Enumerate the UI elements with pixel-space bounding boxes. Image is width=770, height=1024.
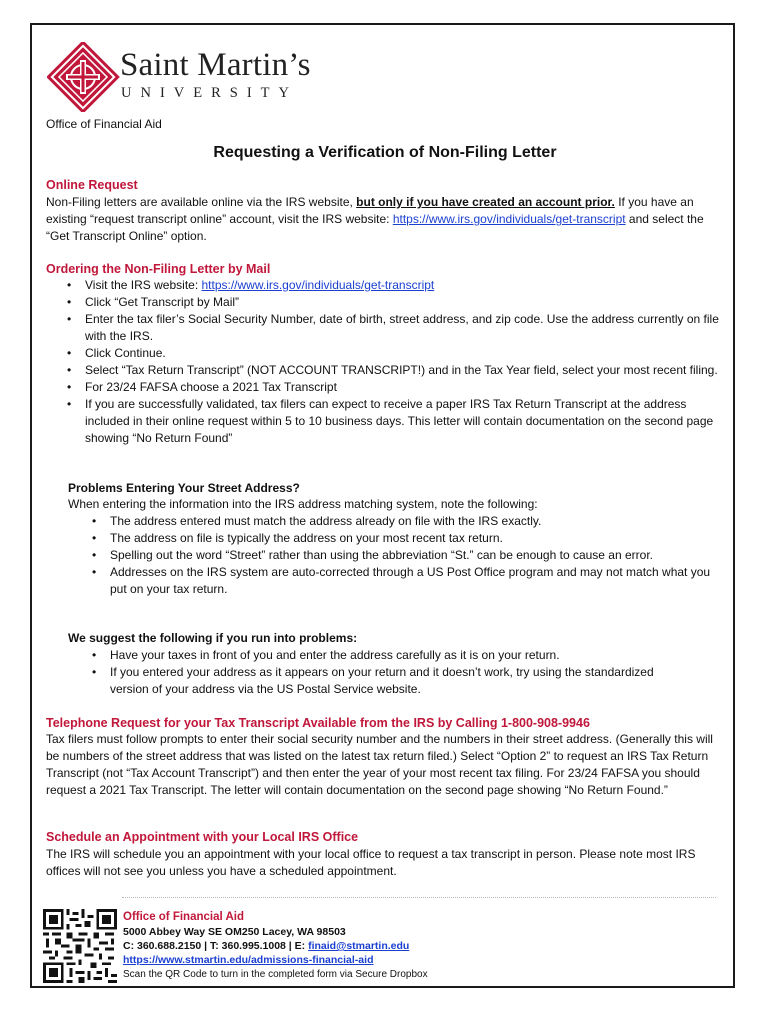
irs-transcript-link[interactable]: https://www.irs.gov/individuals/get-transcript bbox=[392, 212, 626, 226]
online-request-text bbox=[46, 194, 726, 245]
mail-item-1-text: Visit the IRS website: bbox=[85, 278, 202, 292]
qr-note: Scan the QR Code to turn in the completed form via Secure Dropbox bbox=[123, 969, 428, 980]
qr-code-icon[interactable] bbox=[43, 909, 117, 983]
list-item: • Select “Tax Return Transcript” (NOT ACCOUNT TRANSCRIPT!) and in the Tax Year field, select your most recent filing. bbox=[63, 362, 728, 379]
list-item: • Addresses on the IRS system are auto-corrected through a US Post Office program and may not match what you put on your tax return. bbox=[88, 564, 713, 598]
list-item: • If you are successfully validated, tax filers can expect to receive a paper IRS Tax Return Transcript at the address included in their online request within 5 to 10 business days. This letter will contain documentation on the second page showing “No Return Found” bbox=[63, 396, 728, 447]
appointment-heading: Schedule an Appointment with your Local IRS Office bbox=[46, 830, 359, 844]
footer-office: Office of Financial Aid bbox=[123, 911, 244, 923]
list-item: • The address entered must match the address already on file with the IRS exactly. bbox=[88, 513, 713, 530]
list-item: • Click Continue. bbox=[63, 345, 728, 362]
list-item bbox=[63, 277, 728, 294]
list-item: • The address on file is typically the address on your most recent tax return. bbox=[88, 530, 713, 547]
online-text-2: If you have an existing “request transcript online” account, visit the IRS website: bbox=[46, 195, 694, 226]
suggest-list bbox=[88, 647, 688, 698]
email-link[interactable]: finaid@stmartin.edu bbox=[308, 940, 410, 952]
appointment-text: The IRS will schedule you an appointment with your local office to request a tax transcript in person. Please note most IRS offices will not see you unless you have a scheduled appointment. bbox=[46, 847, 696, 878]
footer-phone-numbers: C: 360.688.2150 | T: 360.995.1008 | E: bbox=[123, 940, 309, 952]
footer-divider bbox=[122, 897, 716, 898]
logo-university: UNIVERSITY bbox=[121, 85, 298, 101]
page-title: Requesting a Verification of Non-Filing Letter bbox=[213, 144, 557, 161]
logo-name: Saint Martin’s bbox=[120, 47, 311, 83]
irs-transcript-link-mail[interactable]: https://www.irs.gov/individuals/get-transcript bbox=[201, 278, 435, 292]
website-link[interactable]: https://www.stmartin.edu/admissions-financial-aid bbox=[123, 954, 374, 966]
list-item: • Click “Get Transcript by Mail” bbox=[63, 294, 728, 311]
list-item: • Enter the tax filer’s Social Security Number, date of birth, street address, and zip code. Use the address currently on file with the IRS. bbox=[63, 311, 728, 345]
footer-contact bbox=[123, 940, 409, 952]
address-problems-list bbox=[88, 513, 713, 598]
telephone-text: Tax filers must follow prompts to enter their social security number and the numbers in their street address. (Generally this will be numbers of the street address that was listed on the latest tax return filed.) Select “Option 2” to request an IRS Tax Return Transcript (not “Tax Account Transcript”) and then enter the year of your most recent tax filing. For 23/24 FAFSA you should request a 2021 Tax Transcript. The letter will contain documentation on the second page showing “No Return Found.” bbox=[46, 732, 713, 797]
online-text-3: and select the “Get Transcript Online” option. bbox=[46, 212, 704, 243]
footer-address: 5000 Abbey Way SE OM250 Lacey, WA 98503 bbox=[123, 926, 346, 938]
mail-steps-list bbox=[63, 277, 728, 447]
telephone-heading: Telephone Request for your Tax Transcript Available from the IRS by Calling 1-800-908-9946 bbox=[46, 716, 590, 730]
suggest-heading: We suggest the following if you run into problems: bbox=[68, 631, 358, 645]
list-item: • Spelling out the word “Street” rather than using the abbreviation “St.” can be enough to cause an error. bbox=[88, 547, 713, 564]
list-item: • Have your taxes in front of you and enter the address carefully as it is on your return. bbox=[88, 647, 688, 664]
footer-website bbox=[123, 954, 373, 966]
office-label: Office of Financial Aid bbox=[46, 117, 162, 131]
address-problems-heading: Problems Entering Your Street Address? bbox=[68, 481, 300, 495]
address-problems-intro: When entering the information into the IRS address matching system, note the following: bbox=[68, 497, 538, 511]
list-item: • If you entered your address as it appears on your return and it doesn’t work, try using the standardized version of your address via the US Postal Service website. bbox=[88, 664, 688, 698]
mail-heading: Ordering the Non-Filing Letter by Mail bbox=[46, 262, 271, 276]
online-request-heading: Online Request bbox=[46, 178, 138, 192]
online-bold-note: but only if you have created an account prior. bbox=[356, 195, 615, 209]
list-item: • For 23/24 FAFSA choose a 2021 Tax Transcript bbox=[63, 379, 728, 396]
online-text-1: Non-Filing letters are available online via the IRS website, bbox=[46, 195, 357, 209]
